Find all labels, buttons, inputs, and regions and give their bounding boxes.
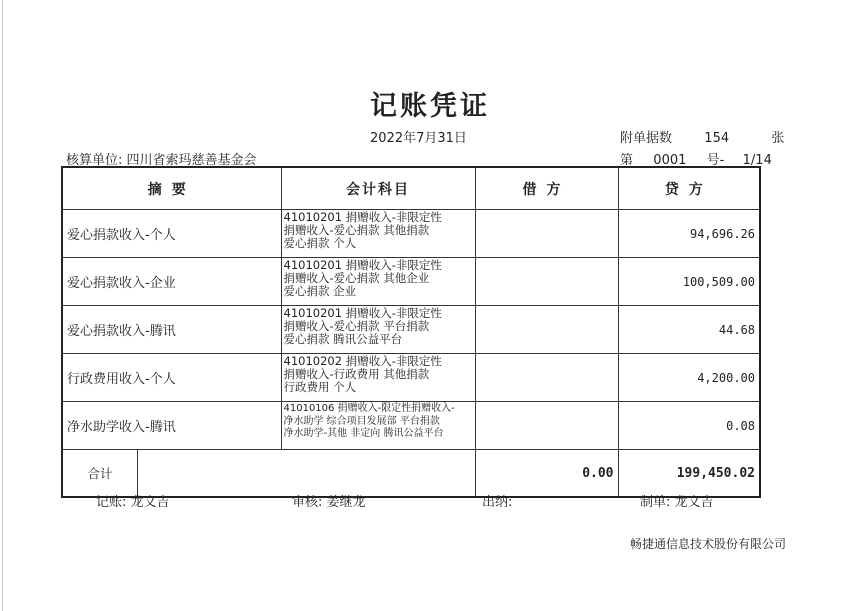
header-summary: 摘要 [62,167,281,210]
voucher-prefix: 第 [620,153,634,168]
accounting-unit: 核算单位: 四川省索玛慈善基金会 [66,153,257,168]
row-summary: 净水助学收入-腾讯 [62,402,281,450]
total-label: 合计 [63,450,138,496]
document-title: 记账凭证 [370,91,490,122]
voucher-number-value: 0001 [653,153,687,168]
voucher-date: 2022年7月31日 [370,131,467,146]
voucher-page: 1/14 [742,153,772,168]
row-credit: 4,200.00 [618,354,760,402]
row-debit [475,210,618,258]
preparer-signature: 制单: 龙文吉 [640,495,714,510]
voucher-suffix: 号- [706,153,725,168]
row-credit: 100,509.00 [618,258,760,306]
cashier-signature: 出纳: [482,495,513,510]
table-row [62,354,760,402]
row-account: 41010202 捐赠收入-非限定性 捐赠收入-行政费用 其他捐款 行政费用 个人 [281,354,475,402]
row-credit: 44.68 [618,306,760,354]
total-debit: 0.00 [475,450,618,498]
row-account: 41010201 捐赠收入-非限定性 捐赠收入-爱心捐款 其他捐款 爱心捐款 个人 [281,210,475,258]
header-account: 会计科目 [281,167,475,210]
total-cell [62,450,475,498]
row-account: 41010201 捐赠收入-非限定性 捐赠收入-爱心捐款 其他企业 爱心捐款 企业 [281,258,475,306]
total-credit: 199,450.02 [618,450,760,498]
total-row [62,450,760,498]
row-account: 41010106 捐赠收入-限定性捐赠收入- 净水助学 综合项目发展部 平台捐款 净水助学-其他 非定向 腾讯公益平台 [281,402,475,450]
table-row [62,306,760,354]
voucher-table [61,166,761,498]
row-credit: 0.08 [618,402,760,450]
attachments-label: 附单据数 [620,131,673,146]
attachments-count [620,127,784,146]
row-debit [475,306,618,354]
row-debit [475,258,618,306]
attachments-unit: 张 [771,131,785,146]
bookkeeper-signature: 记账: 龙文吉 [96,495,170,510]
row-account: 41010201 捐赠收入-非限定性 捐赠收入-爱心捐款 平台捐款 爱心捐款 腾讯公益平台 [281,306,475,354]
table-row [62,258,760,306]
table-row [62,402,760,450]
row-debit [475,402,618,450]
row-debit [475,354,618,402]
table-header [62,167,760,210]
row-summary: 行政费用收入-个人 [62,354,281,402]
table-row [62,210,760,258]
header-credit: 贷方 [618,167,760,210]
row-summary: 爱心捐款收入-个人 [62,210,281,258]
attachments-number: 154 [704,131,730,146]
row-summary: 爱心捐款收入-腾讯 [62,306,281,354]
row-credit: 94,696.26 [618,210,760,258]
row-summary: 爱心捐款收入-企业 [62,258,281,306]
reviewer-signature: 审核: 姜继龙 [292,495,366,510]
software-company: 畅捷通信息技术股份有限公司 [630,537,787,551]
header-debit: 借方 [475,167,618,210]
